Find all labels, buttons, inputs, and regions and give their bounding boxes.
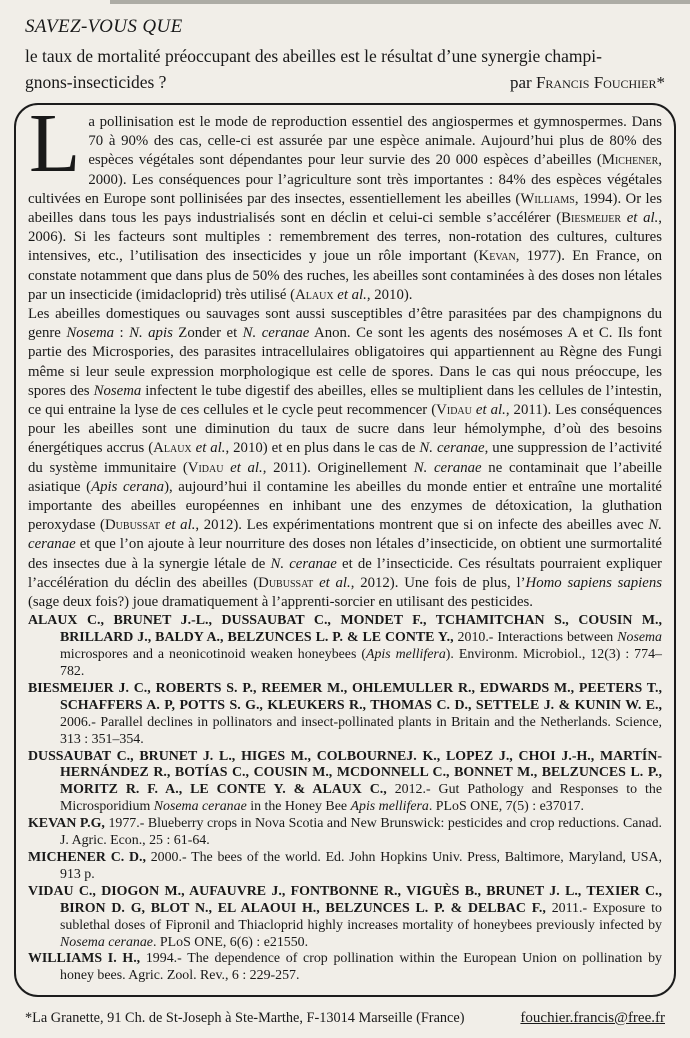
byline: par Francis Fouchier* xyxy=(510,73,665,92)
reference-entry-alaux: ALAUX C., BRUNET J.-L., DUSSAUBAT C., MONDET F., TCHAMITCHAN S., COUSIN M., BRILLARD J., BALDY A., BELZUNCES L. P. & LE CONTE Y., 2010.- Interactions between Nosema microspores and a neonicotinoid weaken honeybees (Apis mellifera). Environm. Microbiol., 12(3) : 774–782. xyxy=(28,613,662,679)
page-header xyxy=(0,0,690,96)
article-title-line1: le taux de mortalité préoccupant des abeilles est le résultat d’une synergie champi- xyxy=(25,46,602,66)
email-link[interactable]: fouchier.francis@free.fr xyxy=(520,1010,665,1026)
reference-entry-kevan: KEVAN P.G, 1977.- Blueberry crops in Nova Scotia and New Brunswick: pesticides and crop reductions. Canad. J. Agric. Econ., 25 : 61-64. xyxy=(28,816,662,849)
reference-entry-dussaubat: DUSSAUBAT C., BRUNET J. L., HIGES M., COLBOURNEJ. K., LOPEZ J., CHOI J.-H., MARTÍN-HERNÁNDEZ R., BOTÍAS C., COUSIN M., MCDONNELL C., BONNET M., BELZUNCES L. P., MORITZ R. F. A., LE CONTE Y. & ALAUX C., 2012.- Gut Pathology and Responses to the Microsporidium Nosema ceranae in the Honey Bee Apis mellifera. PLoS ONE, 7(5) : e37017. xyxy=(28,748,663,815)
body-paragraph-2: Les abeilles domestiques ou sauvages sont aussi susceptibles d’être parasitées par des champignons du genre Nosema : N. apis Zonder et N. ceranae Anon. Ce sont les agents des nosémoses A et C. Ils font partie des Microspories, des parasites intracellulaires obligatoires qui appartiennent au Règne des Fungi même si leur seule expression morphologique est celle de spores. Dans le cas qui nous préoccupe, les spores des Nosema infectent le tube digestif des abeilles, elles se multiplient dans les cellules de l’intestin, ce qui entraine la lyse de ces cellules et le cycle peut recommencer (Vidau et al., 2011). Les conséquences pour les abeilles sont une diminution du taux de sucre dans leur hémolymphe, d’où des besoins énergétiques accrus (Alaux et al., 2010) et en plus dans le cas de N. ceranae, une suppression de l’activité du système immunitaire (Vidau et al., 2011). Originellement N. ceranae ne contaminait que l’abeille asiatique (Apis cerana), aujourd’hui il contamine les abeilles du monde entier et entraîne une mortalité importante des abeilles européennes en inhibant une des enzymes de détoxication, la gluthation peroxydase (Dubussat et al., 2012). Les expérimentations montrent que si on infecte des abeilles avec N. ceranae et que l’on ajoute à leur nourriture des doses non létales d’insecticide, on obtient une surmortalité des insectes due à la synergie létale de N. ceranae et de l’insecticide. Ces résultats pourraient expliquer l’accélération du déclin des abeilles (Dubussat et al., 2012). Une fois de plus, l’Homo sapiens sapiens (sage deux fois?) joue dramatiquement à l’apprenti-sorcier en utilisant des pesticides. xyxy=(28,306,663,611)
reference-list xyxy=(28,613,662,985)
scan-artifact xyxy=(110,0,690,4)
article-title-line2: gnons-insecticides ? xyxy=(25,72,167,92)
article-title-row xyxy=(25,69,665,96)
reference-entry-vidau: VIDAU C., DIOGON M., AUFAUVRE J., FONTBONNE R., VIGUÈS B., BRUNET J. L., TEXIER C., BIRON D. G, BLOT N., EL ALAOUI H., BELZUNCES L. P. & DELBAC F., 2011.- Exposure to sublethal doses of Fipronil and Thiacloprid highly increases mortality of honeybees previously infected by Nosema ceranae. PLoS ONE, 6(6) : e21550. xyxy=(28,883,662,950)
article-box xyxy=(14,97,676,997)
author-footnote: *La Granette, 91 Ch. de St-Joseph à Ste-Marthe, F-13014 Marseille (France) xyxy=(25,1010,465,1026)
reference-entry-michener: MICHENER C. D., 2000.- The bees of the world. Ed. John Hopkins Univ. Press, Baltimore, Maryland, USA, 913 p. xyxy=(28,849,663,882)
paragraph-text-1: a pollinisation est le mode de reproduction essentiel des angiospermes et gymnospermes. Dans 70 à 90% des cas, celle-ci est assurée par une espèce animale. Aujourd’hui plus de 80% des espèces végétales sont dépendantes pour leur survie des 20 000 espèces d’abeilles (Michener, 2000). Les conséquences pour l’agriculture sont très importantes : 84% des espèces végétales cultivées en Europe sont pollinisées par des insectes, essentiellement les abeilles (Williams, 1994). Or les abeilles dans tous les pays industrialisés sont en déclin et celui-ci semble s’accélérer (Biesmeijer et al., 2006). Si les facteurs sont multiples : remembrement des terres, non-rotation des cultures, cultures intensives, etc., l’utilisation des insecticides y joue un rôle important (Kevan, 1977). En France, on constate notamment que dans plus de 50% des ruches, les abeilles sont contaminées à des doses non létales par un insecticide (imidacloprid) très utilisé (Alaux et al., 2010). xyxy=(28,114,662,303)
reference-entry-biesmeijer: BIESMEIJER J. C., ROBERTS S. P., REEMER M., OHLEMULLER R., EDWARDS M., PEETERS T., SCHAFFERS A. P, POTTS S. G., KLEUKERS R., THOMAS C. D., SETTELE J. & KUNIN W. E., 2006.- Parallel declines in pollinators and insect-pollinated plants in Britain and the Netherlands. Science, 313 : 351–354. xyxy=(28,680,662,747)
reference-entry-williams: WILLIAMS I. H., 1994.- The dependence of crop pollination within the European Union on pollination by honey bees. Agric. Zool. Rev., 6 : 229-257. xyxy=(28,951,662,984)
page-footer xyxy=(25,1010,665,1027)
kicker: SAVEZ-VOUS QUE xyxy=(25,16,183,37)
dropcap-letter: L xyxy=(29,97,81,190)
body-paragraph-1 xyxy=(28,97,662,305)
